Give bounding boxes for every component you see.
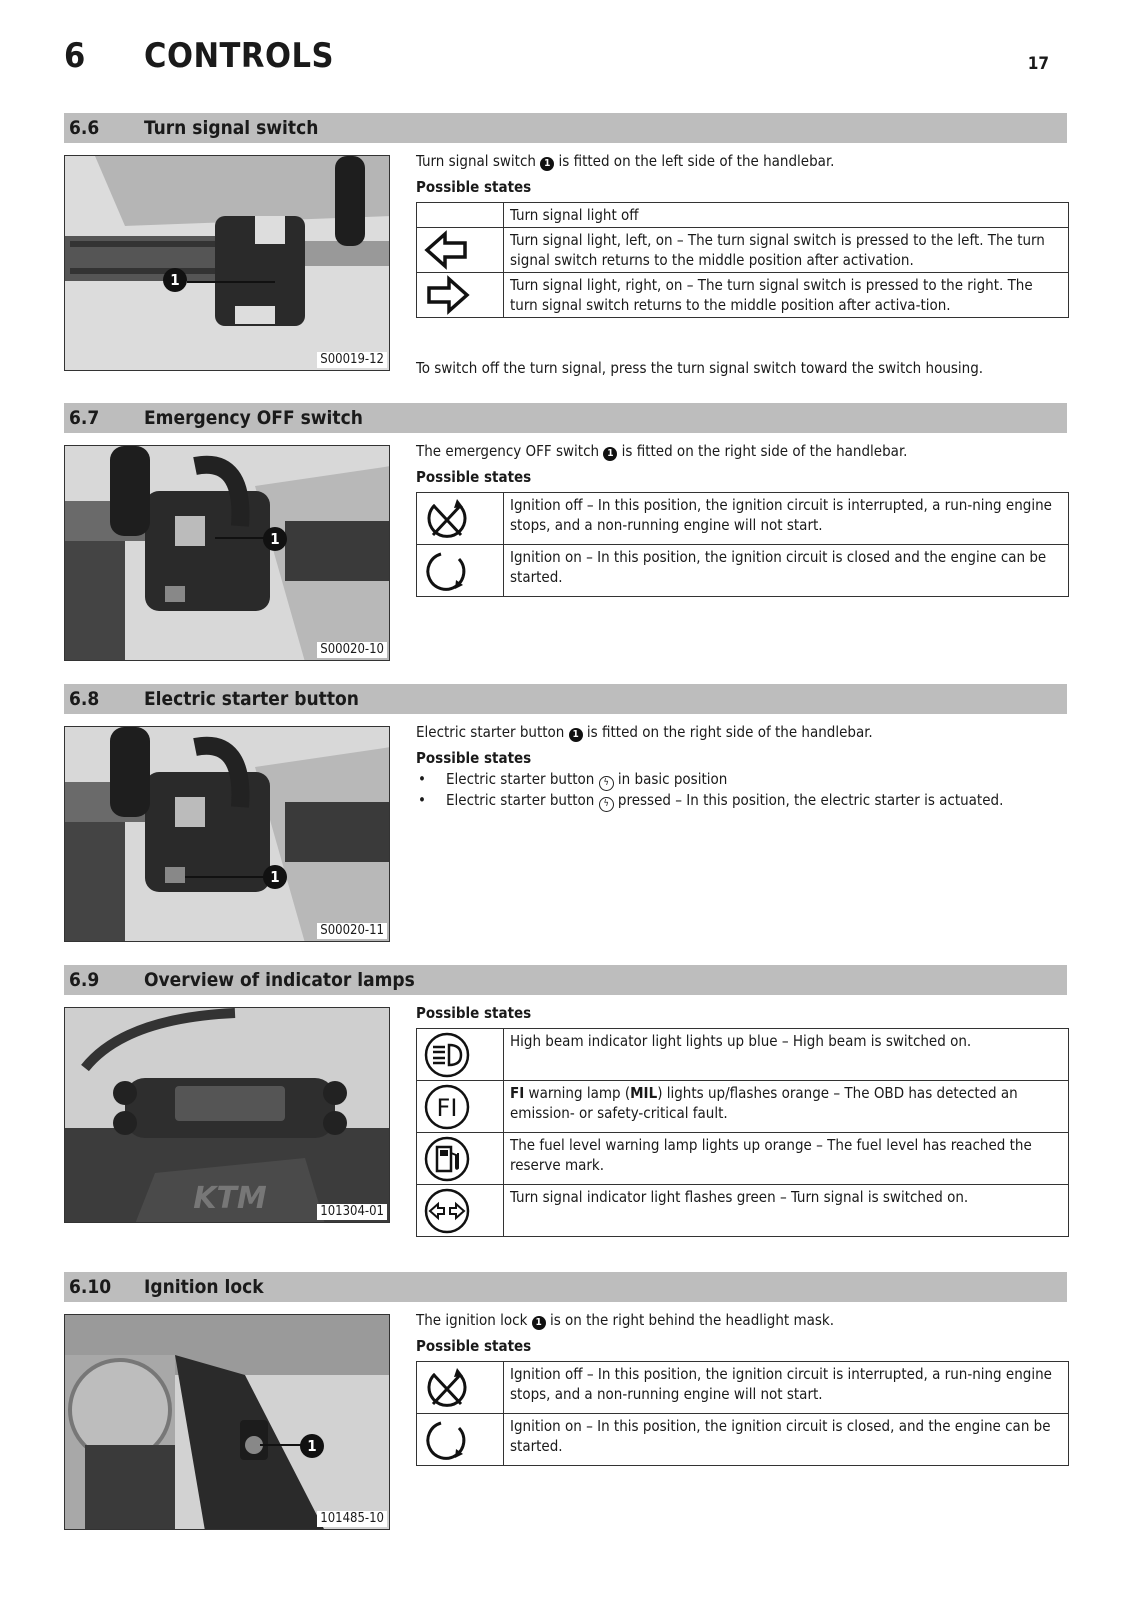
table-row — [417, 545, 1069, 597]
ignition-on-icon — [423, 547, 471, 595]
turn-signal-indicator-icon — [423, 1187, 471, 1235]
photo-electric-starter-button — [64, 726, 390, 942]
intro-text: Electric starter button 1 is fitted on the right side of the handlebar. — [416, 723, 873, 741]
starter-symbol-icon: ϟ — [599, 797, 614, 812]
table-row — [417, 1185, 1069, 1237]
callout-marker: 1 — [540, 157, 554, 171]
callout-1: 1 — [263, 865, 287, 889]
callout-marker: 1 — [569, 728, 583, 742]
table-row — [417, 1133, 1069, 1185]
photo-code: S00019-12 — [317, 352, 387, 368]
list-item: • Electric starter button ϟ pressed – In this position, the electric starter is actuated. — [416, 790, 1003, 812]
table-row — [417, 1081, 1069, 1133]
fi-warning-icon — [423, 1083, 471, 1131]
table-row — [417, 1414, 1069, 1466]
starter-symbol-icon: ϟ — [599, 776, 614, 791]
state-text: High beam indicator light lights up blue – High beam is switched on. — [504, 1029, 1069, 1081]
possible-states-label: Possible states — [416, 1004, 532, 1022]
state-text: Ignition on – In this position, the ignition circuit is closed and the engine can be started. — [504, 545, 1069, 597]
photo-turn-signal-switch — [64, 155, 390, 371]
svg-text:FI: FI — [436, 1093, 458, 1122]
state-text: Turn signal light, left, on – The turn signal switch is pressed to the left. The turn signal switch returns to the middle position after activation. — [504, 228, 1069, 273]
possible-states-label: Possible states — [416, 1337, 532, 1355]
list-item: • Electric starter button ϟ in basic position — [416, 769, 727, 791]
photo-code: 101485-10 — [317, 1511, 387, 1527]
state-text: FI warning lamp (MIL) lights up/flashes orange – The OBD has detected an emission- or safety-critical fault. — [504, 1081, 1069, 1133]
chapter-number: 6 — [64, 36, 86, 76]
ignition-off-icon — [423, 1364, 471, 1412]
state-text: Ignition off – In this position, the ignition circuit is interrupted, a run-ning engine stops, and a non-running engine will not start. — [504, 1362, 1069, 1414]
fuel-icon — [423, 1135, 471, 1183]
table-row — [417, 203, 1069, 228]
states-table — [416, 492, 1069, 597]
section-heading-6-10: 6.10 Ignition lock — [64, 1272, 1067, 1302]
callout-1: 1 — [300, 1434, 324, 1458]
photo-code: 101304-01 — [317, 1204, 387, 1220]
photo-ignition-lock — [64, 1314, 390, 1530]
table-row — [417, 1029, 1069, 1081]
state-text: Ignition on – In this position, the ignition circuit is closed, and the engine can be started. — [504, 1414, 1069, 1466]
state-text: Turn signal light, right, on – The turn signal switch is pressed to the right. The turn signal switch returns to the middle position after activa-tion. — [504, 273, 1069, 318]
ignition-on-icon — [423, 1416, 471, 1464]
possible-states-label: Possible states — [416, 178, 532, 196]
blank-icon-cell — [417, 203, 504, 228]
state-text: Turn signal light off — [504, 203, 1069, 228]
callout-1: 1 — [163, 268, 187, 292]
chapter-title: CONTROLS — [144, 36, 334, 76]
arrow-right-icon — [423, 273, 471, 317]
possible-states-label: Possible states — [416, 749, 532, 767]
intro-text: Turn signal switch 1 is fitted on the left side of the handlebar. — [416, 152, 835, 170]
possible-states-label: Possible states — [416, 468, 532, 486]
table-row — [417, 228, 1069, 273]
section-heading-6-7: 6.7 Emergency OFF switch — [64, 403, 1067, 433]
state-text: The fuel level warning lamp lights up orange – The fuel level has reached the reserve mark. — [504, 1133, 1069, 1185]
state-text: Ignition off – In this position, the ignition circuit is interrupted, a run-ning engine stops, and a non-running engine will not start. — [504, 493, 1069, 545]
photo-code: S00020-11 — [317, 923, 387, 939]
ignition-off-icon — [423, 495, 471, 543]
state-text: Turn signal indicator light flashes green – Turn signal is switched on. — [504, 1185, 1069, 1237]
states-table — [416, 1361, 1069, 1466]
table-row — [417, 493, 1069, 545]
section-heading-6-9: 6.9 Overview of indicator lamps — [64, 965, 1067, 995]
svg-text:KTM: KTM — [193, 1181, 267, 1216]
arrow-left-icon — [423, 228, 471, 272]
table-row — [417, 273, 1069, 318]
intro-text: The ignition lock 1 is on the right behind the headlight mask. — [416, 1311, 835, 1329]
chapter-heading — [64, 36, 334, 76]
photo-code: S00020-10 — [317, 642, 387, 658]
footer-text: To switch off the turn signal, press the turn signal switch toward the switch housing. — [416, 359, 984, 377]
callout-marker: 1 — [532, 1316, 546, 1330]
states-table — [416, 202, 1069, 318]
states-table — [416, 1028, 1069, 1237]
high-beam-icon — [423, 1031, 471, 1079]
callout-marker: 1 — [603, 447, 617, 461]
page-number: 17 — [1027, 54, 1049, 74]
table-row — [417, 1362, 1069, 1414]
section-heading-6-8: 6.8 Electric starter button — [64, 684, 1067, 714]
intro-text: The emergency OFF switch 1 is fitted on the right side of the handlebar. — [416, 442, 908, 460]
callout-1: 1 — [263, 527, 287, 551]
photo-indicator-lamps — [64, 1007, 390, 1223]
section-heading-6-6: 6.6 Turn signal switch — [64, 113, 1067, 143]
photo-emergency-off-switch — [64, 445, 390, 661]
